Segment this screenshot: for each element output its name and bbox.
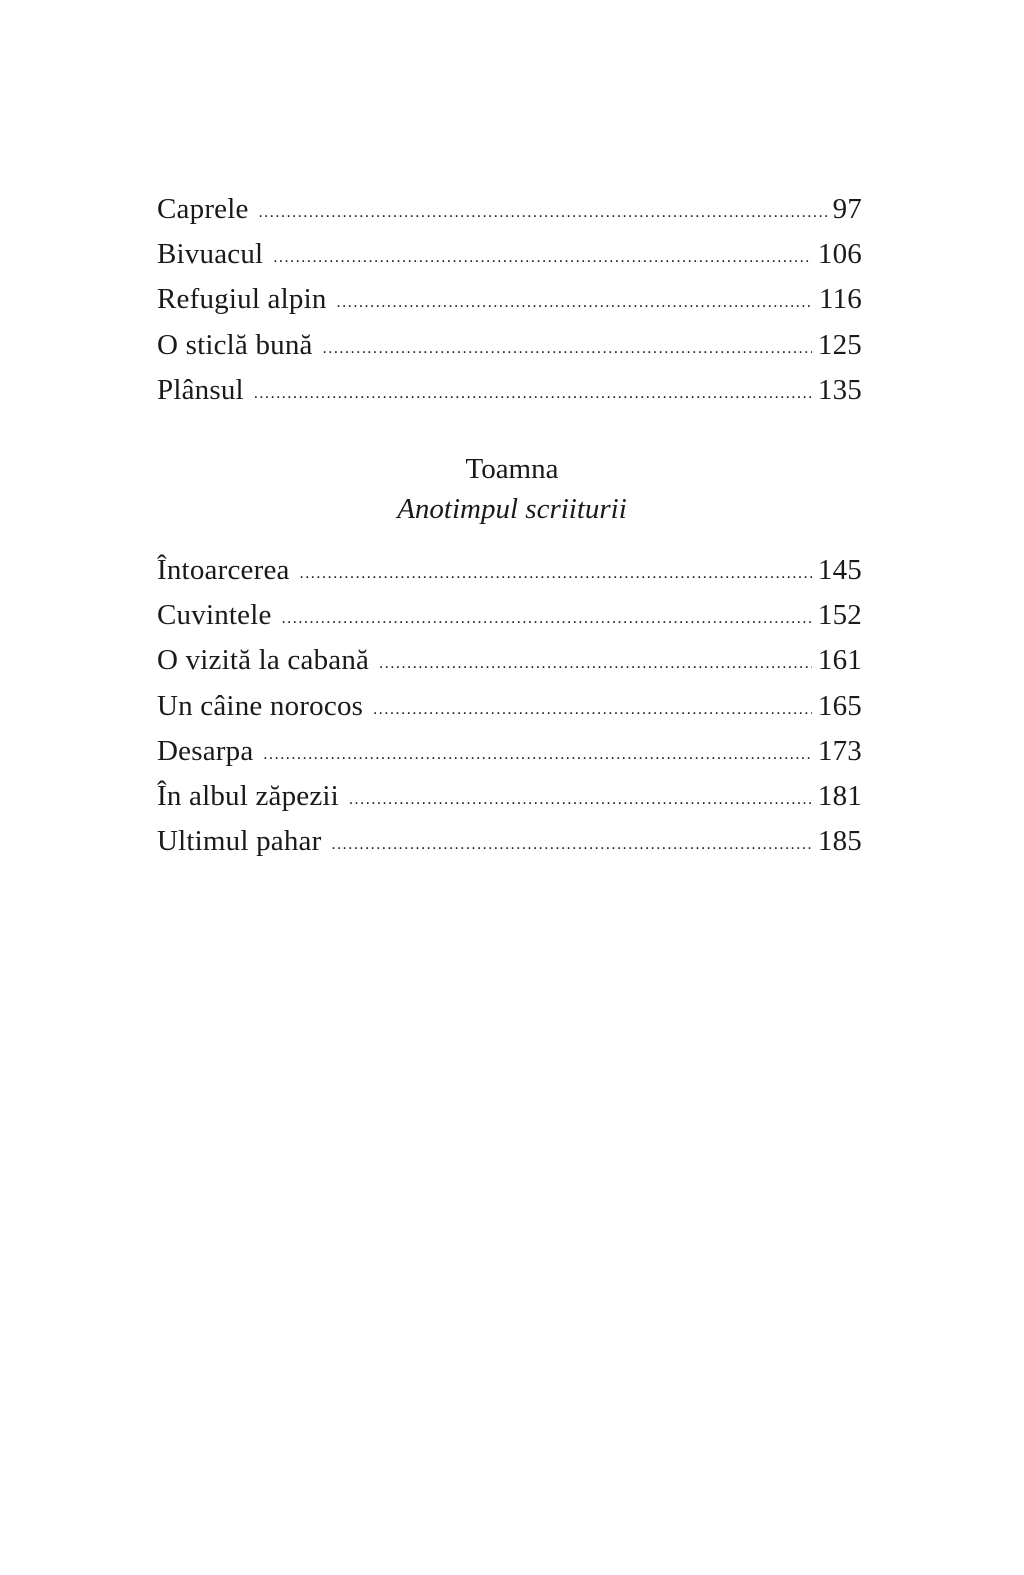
toc-entry-page: 145: [817, 554, 862, 586]
section-title: Toamna: [465, 453, 559, 485]
dot-leader: [349, 777, 812, 822]
toc-entry-page: 161: [817, 644, 862, 677]
toc-entry: [157, 729, 862, 774]
toc-entry-title: În albul zăpezii: [157, 779, 339, 812]
toc-entry-title: Cuvintele: [157, 599, 272, 632]
toc-entry: [157, 187, 862, 232]
toc-entry-title: O sticlă bună: [157, 328, 313, 361]
toc-entry-title: Desarpa: [157, 734, 254, 767]
dot-leader: [254, 371, 812, 416]
toc-entry-title: Un câine norocos: [157, 689, 364, 722]
dot-leader: [373, 687, 812, 732]
toc-entry: [157, 819, 862, 864]
dot-leader: [259, 190, 827, 235]
toc-entry: [157, 548, 862, 593]
dot-leader: [273, 235, 812, 280]
dot-leader: [282, 596, 812, 641]
table-of-contents-lower: [157, 548, 862, 864]
dot-leader: [300, 551, 812, 596]
dot-leader: [263, 732, 811, 777]
toc-entry-page: 185: [817, 825, 862, 858]
toc-entry-title: Întoarcerea: [157, 554, 290, 586]
toc-entry: [157, 684, 862, 729]
toc-entry-page: 106: [817, 238, 862, 271]
toc-entry: [157, 232, 862, 277]
table-of-contents-upper: [157, 187, 862, 413]
toc-entry-page: 135: [817, 373, 862, 406]
toc-entry-page: 173: [817, 734, 862, 767]
toc-entry-title: O vizită la cabană: [157, 644, 370, 677]
toc-entry-title: Caprele: [157, 193, 249, 225]
toc-entry: [157, 368, 862, 413]
toc-entry-page: 125: [817, 328, 862, 361]
dot-leader: [337, 280, 813, 325]
toc-entry: [157, 638, 862, 683]
section-subtitle: Anotimpul scriiturii: [397, 493, 627, 525]
toc-entry-page: 165: [817, 689, 862, 722]
toc-entry-page: 97: [832, 193, 862, 225]
toc-entry-title: Bivuacul: [157, 238, 264, 271]
toc-entry-page: 152: [817, 599, 862, 632]
toc-entry-title: Plânsul: [157, 373, 244, 406]
toc-entry: [157, 323, 862, 368]
dot-leader: [331, 822, 811, 867]
toc-entry: [157, 774, 862, 819]
toc-entry-page: 116: [818, 283, 862, 316]
toc-entry-page: 181: [817, 779, 862, 812]
dot-leader: [379, 641, 812, 686]
dot-leader: [323, 326, 812, 371]
toc-entry: [157, 593, 862, 638]
toc-entry-title: Refugiul alpin: [157, 283, 327, 316]
toc-entry: [157, 277, 862, 322]
toc-entry-title: Ultimul pahar: [157, 825, 322, 858]
